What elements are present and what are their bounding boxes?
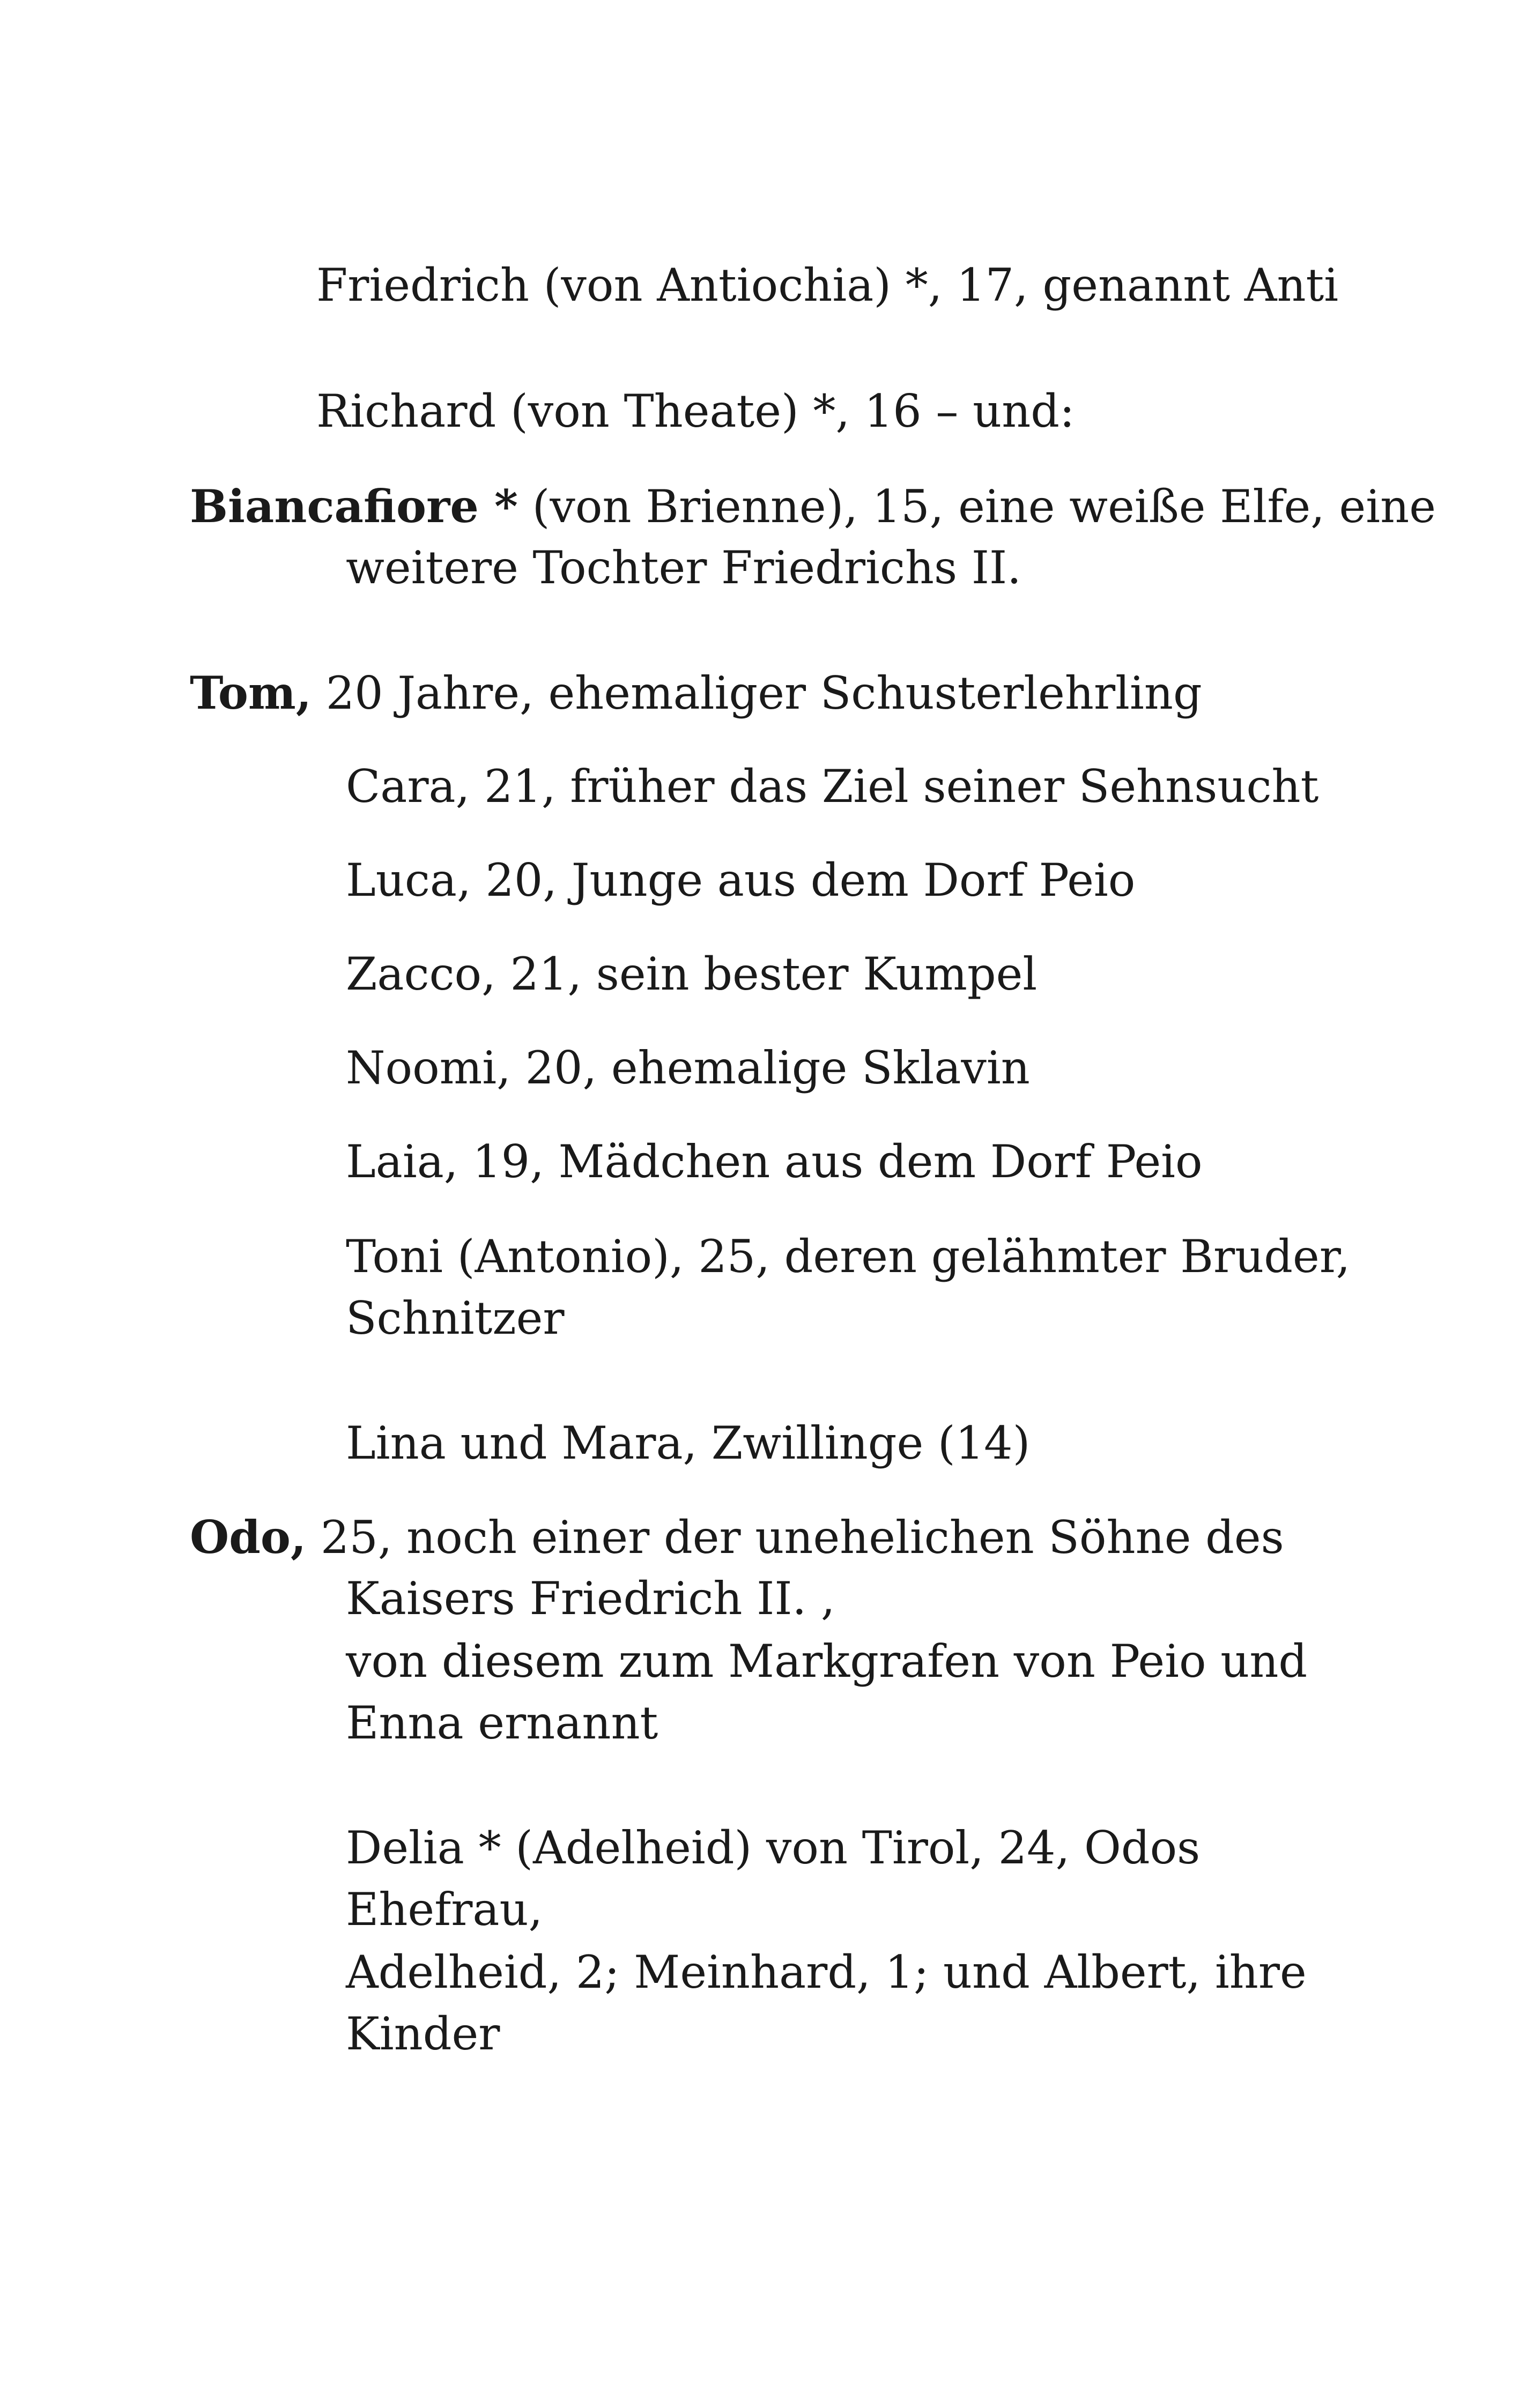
entry-tom <box>190 662 1202 724</box>
list-item: Zacco, 21, sein bester Kumpel <box>346 948 1038 1000</box>
list-item: Adelheid, 2; Meinhard, 1; und Albert, ihre <box>346 1946 1307 1998</box>
list-item: Toni (Antonio), 25, deren gelähmter Bruder, <box>346 1230 1351 1283</box>
list-item: Lina und Mara, Zwillinge (14) <box>346 1417 1031 1469</box>
entry-odo-text: 25, noch einer der unehelichen Söhne des <box>306 1511 1284 1564</box>
entry-biancafiore <box>190 475 1436 538</box>
list-item: Laia, 19, Mädchen aus dem Dorf Peio <box>346 1135 1203 1188</box>
list-item-cont: Kinder <box>346 2008 500 2060</box>
entry-tom-text: 20 Jahre, ehemaliger Schusterlehrling <box>312 667 1202 719</box>
entry-biancafiore-name: Biancafiore * <box>190 480 518 533</box>
entry-odo-name: Odo, <box>190 1511 307 1564</box>
entry-richard: Richard (von Theate) *, 16 – und: <box>316 385 1075 437</box>
entry-odo-cont: von diesem zum Markgrafen von Peio und <box>346 1635 1308 1688</box>
list-item-cont: Schnitzer <box>346 1292 565 1344</box>
entry-odo <box>190 1506 1284 1569</box>
list-item: Luca, 20, Junge aus dem Dorf Peio <box>346 854 1136 906</box>
entry-biancafiore-text: (von Brienne), 15, eine weiße Elfe, eine <box>517 480 1436 533</box>
entry-odo-cont: Enna ernannt <box>346 1697 658 1749</box>
list-item-cont: Ehefrau, <box>346 1883 543 1936</box>
list-item: Delia * (Adelheid) von Tirol, 24, Odos <box>346 1822 1201 1874</box>
entry-anti: Friedrich (von Antiochia) *, 17, genannt Anti <box>316 259 1339 311</box>
entry-biancafiore-cont: weitere Tochter Friedrichs II. <box>346 541 1021 594</box>
entry-tom-name: Tom, <box>190 666 312 719</box>
list-item: Noomi, 20, ehemalige Sklavin <box>346 1042 1030 1094</box>
entry-odo-cont: Kaisers Friedrich II. , <box>346 1572 835 1625</box>
list-item: Cara, 21, früher das Ziel seiner Sehnsucht <box>346 760 1319 813</box>
